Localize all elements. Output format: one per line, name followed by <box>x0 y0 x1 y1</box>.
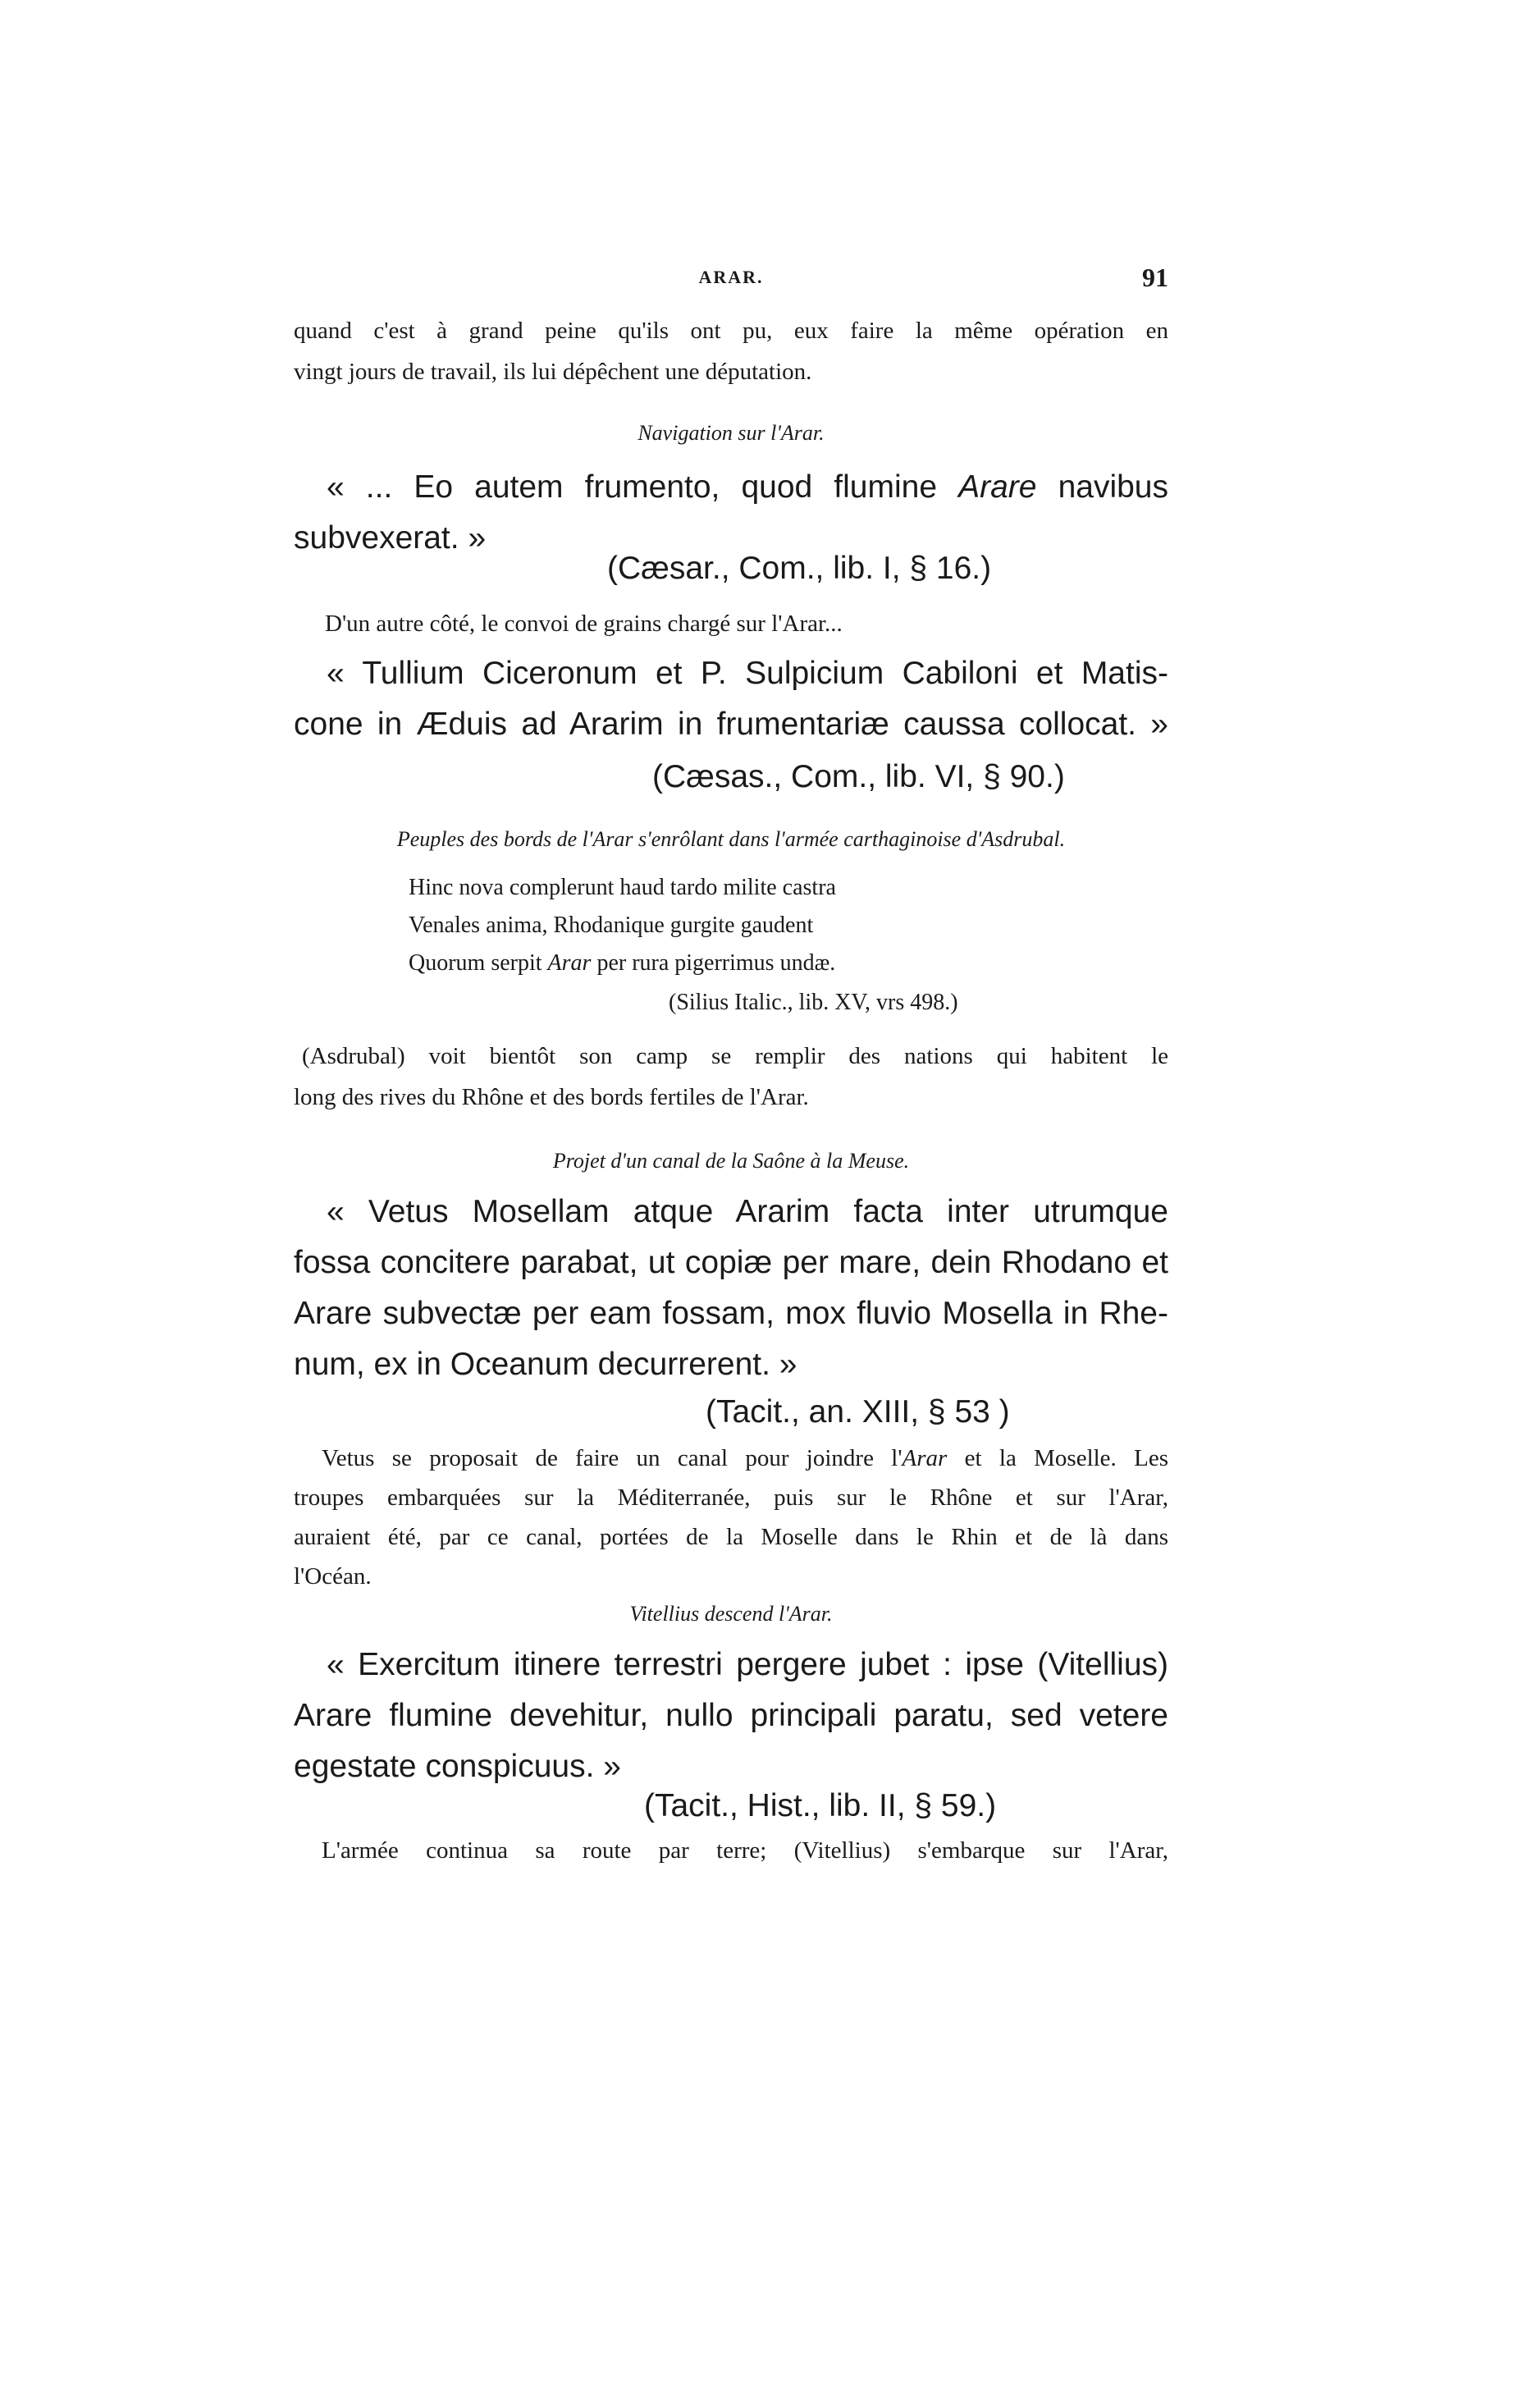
caesar2-line-1: « Tullium Ciceronum et P. Sulpicium Cabiloni et Matis- <box>327 656 1168 691</box>
caesar-quote-line-2: subvexerat. » <box>294 520 487 556</box>
heading-peuples: Peuples des bords de l'Arar s'enrôlant dans l'armée carthaginoise d'Asdrubal. <box>396 827 1066 851</box>
page-number: 91 <box>1142 263 1168 292</box>
caesar-quote-text-b: navibus <box>1036 469 1168 505</box>
caesar-citation-1: (Cæsar., Com., lib. I, § 16.) <box>607 551 992 586</box>
tacitus2-line-1: « Exercitum itinere terrestri pergere jubet : ipse (Vitellius) <box>327 1647 1168 1682</box>
tacitus-citation-1: (Tacit., an. XIII, § 53 ) <box>706 1394 1010 1430</box>
tacitus-citation-2: (Tacit., Hist., lib. II, § 59.) <box>644 1788 997 1823</box>
tacitus2-line-2: Arare flumine devehitur, nullo principali paratu, sed vetere <box>294 1698 1168 1733</box>
running-header <box>294 261 1168 294</box>
verse-arar: Arar <box>547 950 592 976</box>
convoi-line: D'un autre côté, le convoi de grains chargé sur l'Arar... <box>325 611 843 637</box>
caesar-citation-2: (Cæsas., Com., lib. VI, § 90.) <box>652 759 1065 794</box>
verse-citation: (Silius Italic., lib. XV, vrs 498.) <box>669 990 958 1015</box>
vetus-line-1-b: et la Moselle. Les <box>947 1445 1168 1471</box>
verse-line-3 <box>409 944 1147 983</box>
vetus-line-2: troupes embarquées sur la Méditerranée, puis sur le Rhône et sur l'Arar, <box>294 1484 1168 1511</box>
tacitus-quote-line-1: « Vetus Mosellam atque Ararim facta inter utrumque <box>327 1194 1168 1229</box>
heading-projet: Projet d'un canal de la Saône à la Meuse. <box>552 1149 910 1173</box>
vetus-arar: Arar <box>902 1445 948 1471</box>
verse-line-1: Hinc nova complerunt haud tardo milite castra <box>409 875 836 900</box>
heading-navigation: Navigation sur l'Arar. <box>637 421 825 445</box>
heading-vitellius: Vitellius descend l'Arar. <box>629 1602 833 1626</box>
final-line: L'armée continua sa route par terre; (Vitellius) s'embarque sur l'Arar, <box>322 1837 1168 1864</box>
tacitus2-line-3: egestate conspicuus. » <box>294 1749 621 1784</box>
running-title: ARAR. <box>698 267 764 287</box>
caesar2-line-2: cone in Æduis ad Ararim in frumentariæ caussa collocat. » <box>294 707 1168 742</box>
caesar-quote-line-1 <box>294 462 1168 513</box>
vetus-line-1 <box>294 1438 1168 1479</box>
verse-line-3-a: Quorum serpit <box>409 950 548 976</box>
vetus-line-1-a: Vetus se proposait de faire un canal pour joindre l' <box>322 1445 903 1471</box>
intro-line-2: vingt jours de travail, ils lui dépêchent une députation. <box>294 359 812 385</box>
vetus-line-4: l'Océan. <box>294 1563 372 1590</box>
caesar-quote-text-a: « ... Eo autem frumento, quod flumine <box>327 469 959 505</box>
asdrubal-line-2: long des rives du Rhône et des bords fertiles de l'Arar. <box>294 1084 809 1110</box>
verse-line-3-b: per rura pigerrimus undæ. <box>591 950 836 976</box>
vetus-line-3: auraient été, par ce canal, portées de la Moselle dans le Rhin et de là dans <box>294 1524 1168 1550</box>
caesar-quote-arare: Arare <box>958 469 1037 505</box>
tacitus-quote-line-4: num, ex in Oceanum decurrerent. » <box>294 1347 797 1382</box>
tacitus-quote-line-2: fossa concitere parabat, ut copiæ per mare, dein Rhodano et <box>294 1245 1168 1280</box>
asdrubal-line-1: (Asdrubal) voit bientôt son camp se remplir des nations qui habitent le <box>302 1043 1168 1069</box>
verse-line-2: Venales anima, Rhodanique gurgite gaudent <box>409 913 814 938</box>
intro-line-1: quand c'est à grand peine qu'ils ont pu, eux faire la même opération en <box>294 318 1168 344</box>
tacitus-quote-line-3: Arare subvectæ per eam fossam, mox fluvio Mosella in Rhe- <box>294 1296 1168 1331</box>
